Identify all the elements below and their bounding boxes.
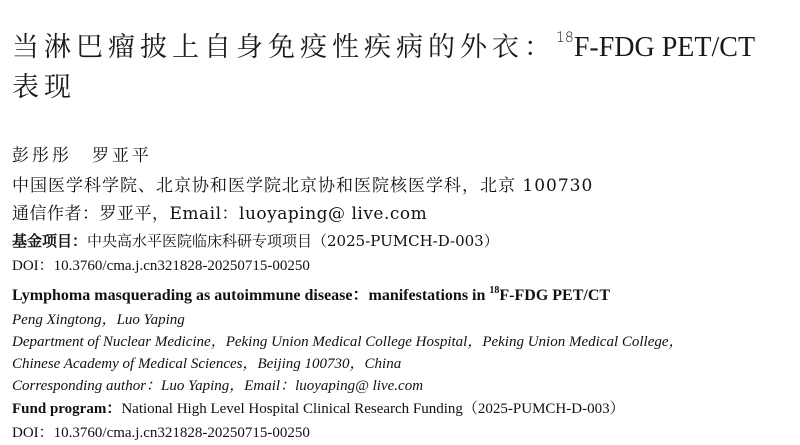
chinese-fund-program xyxy=(12,228,792,254)
chinese-corresponding-author: 通信作者：罗亚平，Email：luoyaping@ live.com xyxy=(12,204,428,224)
chinese-fund-label: 基金项目： xyxy=(12,232,88,250)
english-fund-label: Fund program： xyxy=(12,401,122,417)
english-fund-text: National High Level Hospital Clinical Research Funding（2025-PUMCH-D-003） xyxy=(121,401,625,417)
english-authors: Peng Xingtong，Luo Yaping xyxy=(12,312,185,328)
chinese-title-isotope-superscript: 18 xyxy=(556,30,574,46)
english-title-isotope-superscript: 18 xyxy=(489,285,500,296)
english-title-modality: F-FDG PET/CT xyxy=(499,287,611,304)
english-title xyxy=(12,278,792,309)
chinese-title-text: 当淋巴瘤披上自身免疫性疾病的外衣： xyxy=(12,32,556,63)
chinese-title-line2: 表现 xyxy=(12,72,76,103)
chinese-fund-text: 中央高水平医院临床科研专项项目（2025-PUMCH-D-003） xyxy=(87,232,499,250)
chinese-doi: DOI：10.3760/cma.j.cn321828-20250715-00250 xyxy=(12,258,310,274)
english-doi: DOI：10.3760/cma.j.cn321828-20250715-00250 xyxy=(12,425,310,441)
chinese-affiliation: 中国医学科学院、北京协和医学院北京协和医院核医学科，北京 100730 xyxy=(12,176,594,196)
chinese-title-modality: F-FDG PET/CT xyxy=(573,32,756,63)
english-affiliation-line1: Department of Nuclear Medicine，Peking Union Medical College Hospital，Peking Union Medical College， xyxy=(12,334,684,350)
english-title-text: Lymphoma masquerading as autoimmune disease：manifestations in xyxy=(12,287,490,304)
english-affiliation-line2: Chinese Academy of Medical Sciences，Beijing 100730，China xyxy=(12,356,402,372)
english-corresponding-author: Corresponding author：Luo Yaping，Email：luoyaping@ live.com xyxy=(12,378,424,394)
paper-front-matter xyxy=(12,0,792,445)
english-fund-program xyxy=(12,397,792,421)
chinese-title xyxy=(12,18,792,108)
chinese-authors: 彭彤彤 罗亚平 xyxy=(12,146,152,166)
